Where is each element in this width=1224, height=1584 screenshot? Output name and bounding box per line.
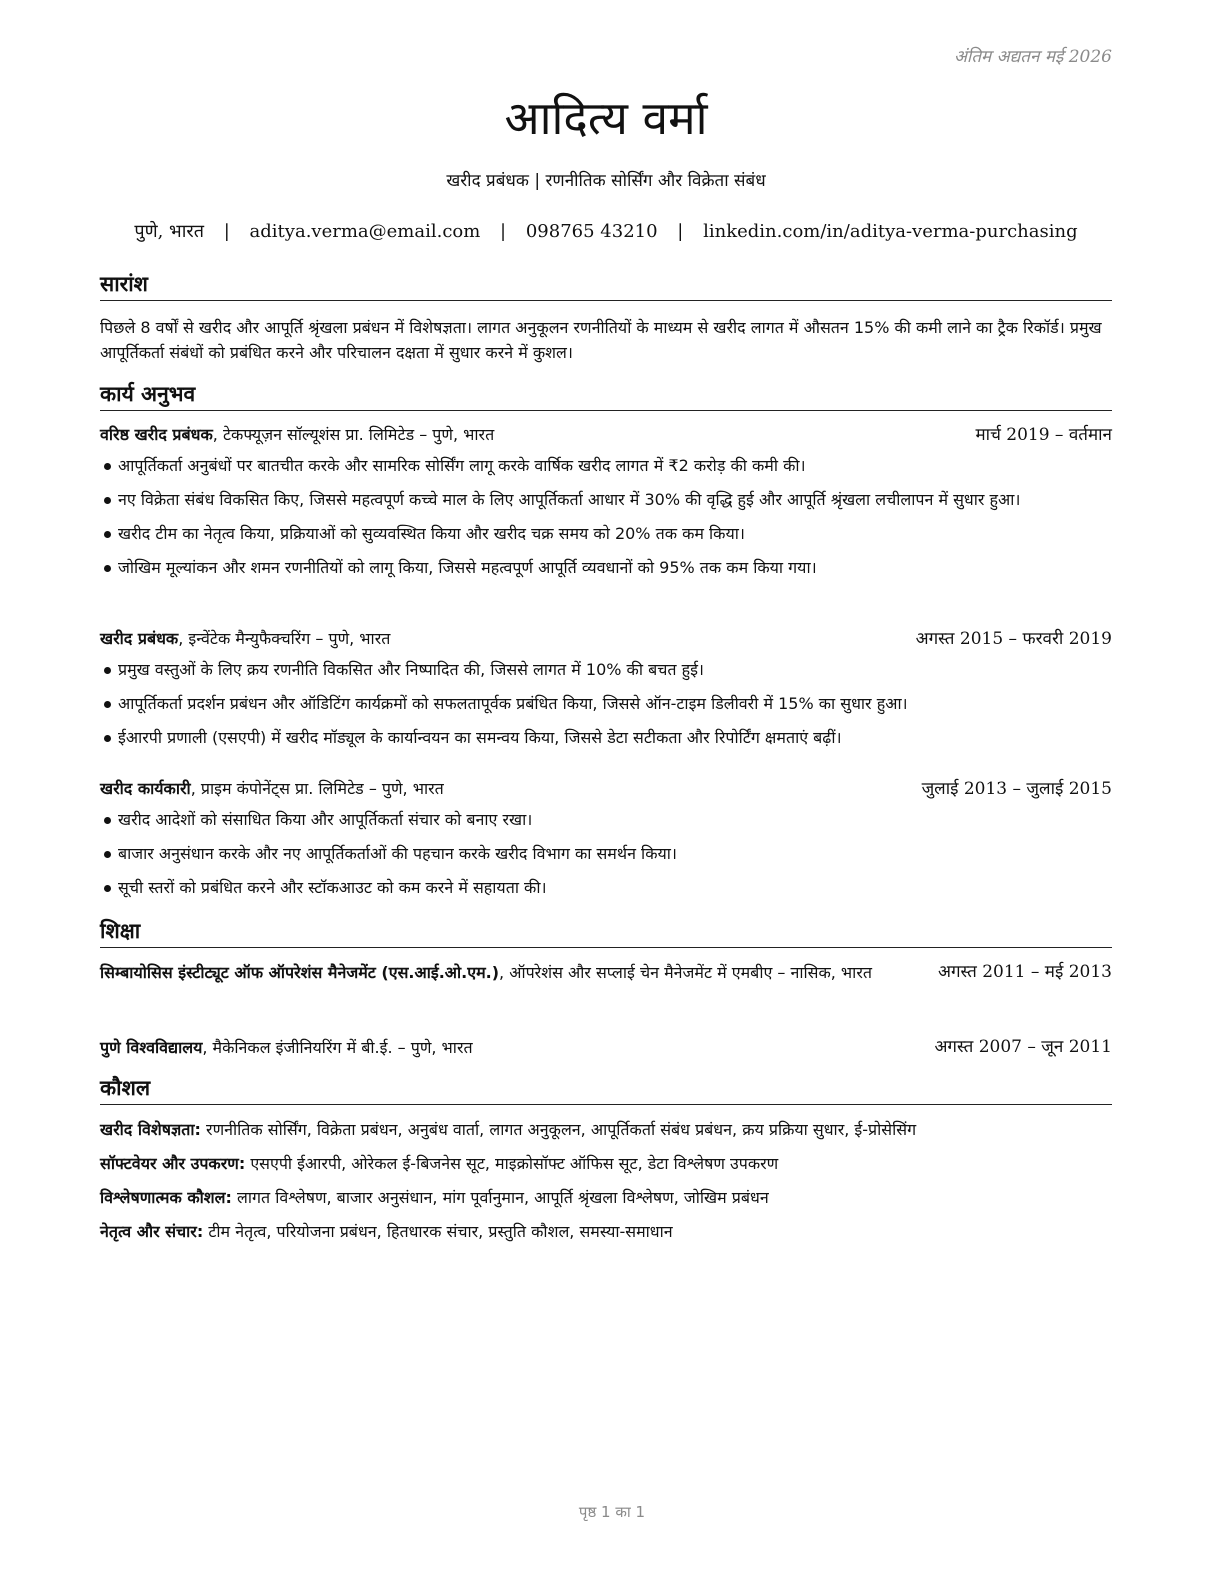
education-dates: अगस्त 2007 – जून 2011 (934, 1037, 1112, 1057)
section-title-summary: सारांश (100, 270, 1112, 301)
education-entry (100, 960, 1112, 985)
skills-values: टीम नेतृत्व, परियोजना प्रबंधन, हितधारक संचार, प्रस्तुति कौशल, समस्या-समाधान (203, 1222, 673, 1241)
contact-line (100, 219, 1112, 243)
skills-section (100, 1074, 1112, 1105)
resume-page (100, 0, 1112, 1584)
job-bullet: सूची स्तरों को प्रबंधित करने और स्टॉकआउट को कम करने में सहायता की। (100, 875, 1112, 900)
job-bullet: बाजार अनुसंधान करके और नए आपूर्तिकर्ताओं की पहचान करके खरीद विभाग का समर्थन किया। (100, 841, 1112, 866)
job-bullets (100, 453, 1112, 580)
skills-values: रणनीतिक सोर्सिंग, विक्रेता प्रबंधन, अनुबंध वार्ता, लागत अनुकूलन, आपूर्तिकर्ता संबंध प्रबंधन, क्रय प्रक्रिया सुधार, ई-प्रोसेसिंग (200, 1120, 917, 1139)
summary-section (100, 270, 1112, 365)
contact-phone: 098765 43210 (525, 221, 658, 242)
job-org: , प्राइम कंपोनेंट्स प्रा. लिमिटेड – पुणे, भारत (190, 779, 444, 798)
job-title-line (100, 627, 390, 651)
education-description (100, 960, 900, 985)
skills-category: नेतृत्व और संचार: (100, 1222, 204, 1241)
job-dates: अगस्त 2015 – फरवरी 2019 (915, 629, 1112, 649)
job-dates: जुलाई 2013 – जुलाई 2015 (921, 779, 1112, 799)
job-bullet: प्रमुख वस्तुओं के लिए क्रय रणनीति विकसित और निष्पादित की, जिससे लागत में 10% की बचत हुई। (100, 657, 1112, 682)
contact-separator: | (223, 221, 230, 242)
skills-line (100, 1118, 1112, 1142)
job-org: , इन्वेंटेक मैन्युफैक्चरिंग – पुणे, भारत (178, 629, 391, 648)
skills-line (100, 1152, 1112, 1176)
education-section (100, 917, 1112, 948)
job-bullet: नए विक्रेता संबंध विकसित किए, जिससे महत्वपूर्ण कच्चे माल के लिए आपूर्तिकर्ता आधार में 30% की वृद्धि हुई और आपूर्ति श्रृंखला लचीलापन में सुधार हुआ। (100, 487, 1112, 512)
skills-line (100, 1186, 1112, 1210)
contact-separator: | (677, 221, 684, 242)
education-institution: पुणे विश्वविद्यालय (100, 1038, 203, 1057)
job-title-line (100, 777, 444, 801)
job-role: खरीद प्रबंधक (100, 629, 179, 648)
job-bullet: आपूर्तिकर्ता प्रदर्शन प्रबंधन और ऑडिटिंग कार्यक्रमों को सफलतापूर्वक प्रबंधित किया, जिससे ऑन-टाइम डिलीवरी में 15% का सुधार हुआ। (100, 691, 1112, 716)
job-role: खरीद कार्यकारी (100, 779, 191, 798)
skills-values: लागत विश्लेषण, बाजार अनुसंधान, मांग पूर्वानुमान, आपूर्ति श्रृंखला विश्लेषण, जोखिम प्रबंधन (231, 1188, 769, 1207)
education-dates: अगस्त 2011 – मई 2013 (937, 962, 1112, 982)
job-header (100, 627, 1112, 651)
headline: खरीद प्रबंधक | रणनीतिक सोर्सिंग और विक्रेता संबंध (446, 171, 766, 191)
education-detail: , ऑपरेशंस और सप्लाई चेन मैनेजमेंट में एमबीए – नासिक, भारत (499, 963, 872, 982)
candidate-name: आदित्य वर्मा (504, 91, 708, 145)
section-title-experience: कार्य अनुभव (100, 380, 1112, 411)
job-entry (100, 777, 1112, 909)
skills-values: एसएपी ईआरपी, ओरेकल ई-बिजनेस सूट, माइक्रोसॉफ्ट ऑफिस सूट, डेटा विश्लेषण उपकरण (245, 1154, 779, 1173)
contact-location: पुणे, भारत (134, 221, 204, 242)
skills-category: सॉफ्टवेयर और उपकरण: (100, 1154, 246, 1173)
experience-section (100, 380, 1112, 411)
job-dates: मार्च 2019 – वर्तमान (975, 425, 1112, 445)
skills-line (100, 1220, 1112, 1244)
job-bullet: ईआरपी प्रणाली (एसएपी) में खरीद मॉड्यूल के कार्यान्वयन का समन्वय किया, जिससे डेटा सटीकता और रिपोर्टिंग क्षमताएं बढ़ीं। (100, 725, 1112, 750)
job-bullet: आपूर्तिकर्ता अनुबंधों पर बातचीत करके और सामरिक सोर्सिंग लागू करके वार्षिक खरीद लागत में ₹2 करोड़ की कमी की। (100, 453, 1112, 478)
last-updated: अंतिम अद्यतन मई 2026 (953, 47, 1112, 67)
skills-category: खरीद विशेषज्ञता: (100, 1120, 201, 1139)
contact-email[interactable]: aditya.verma@email.com (249, 221, 481, 242)
job-bullet: खरीद आदेशों को संसाधित किया और आपूर्तिकर्ता संचार को बनाए रखा। (100, 807, 1112, 832)
education-description (100, 1035, 900, 1060)
job-org: , टेकफ्यूज़न सॉल्यूशंस प्रा. लिमिटेड – पुणे, भारत (212, 425, 495, 444)
job-bullet: खरीद टीम का नेतृत्व किया, प्रक्रियाओं को सुव्यवस्थित किया और खरीद चक्र समय को 20% तक कम किया। (100, 521, 1112, 546)
page-number: पृष्ठ 1 का 1 (578, 1503, 646, 1521)
job-bullet: जोखिम मूल्यांकन और शमन रणनीतियों को लागू किया, जिससे महत्वपूर्ण आपूर्ति व्यवधानों को 95% तक कम किया गया। (100, 555, 1112, 580)
job-header (100, 777, 1112, 801)
skills-category: विश्लेषणात्मक कौशल: (100, 1188, 232, 1207)
contact-separator: | (500, 221, 507, 242)
job-role: वरिष्ठ खरीद प्रबंधक (100, 425, 213, 444)
education-institution: सिम्बायोसिस इंस्टीट्यूट ऑफ ऑपरेशंस मैनेजमेंट (एस.आई.ओ.एम.) (100, 963, 500, 982)
section-title-skills: कौशल (100, 1074, 1112, 1105)
job-header (100, 423, 1112, 447)
job-entry (100, 423, 1112, 589)
summary-text: पिछले 8 वर्षों से खरीद और आपूर्ति श्रृंखला प्रबंधन में विशेषज्ञता। लागत अनुकूलन रणनीतियों के माध्यम से खरीद लागत में औसतन 15% की कमी लाने का ट्रैक रिकॉर्ड। प्रमुख आपूर्तिकर्ता संबंधों को प्रबंधित करने और परिचालन दक्षता में सुधार करने में कुशल। (100, 318, 1102, 362)
job-title-line (100, 423, 494, 447)
job-bullets (100, 657, 1112, 750)
job-entry (100, 627, 1112, 759)
section-title-education: शिक्षा (100, 917, 1112, 948)
contact-linkedin[interactable]: linkedin.com/in/aditya-verma-purchasing (703, 221, 1078, 242)
education-detail: , मैकेनिकल इंजीनियरिंग में बी.ई. – पुणे, भारत (202, 1038, 473, 1057)
education-entry (100, 1035, 1112, 1060)
job-bullets (100, 807, 1112, 900)
